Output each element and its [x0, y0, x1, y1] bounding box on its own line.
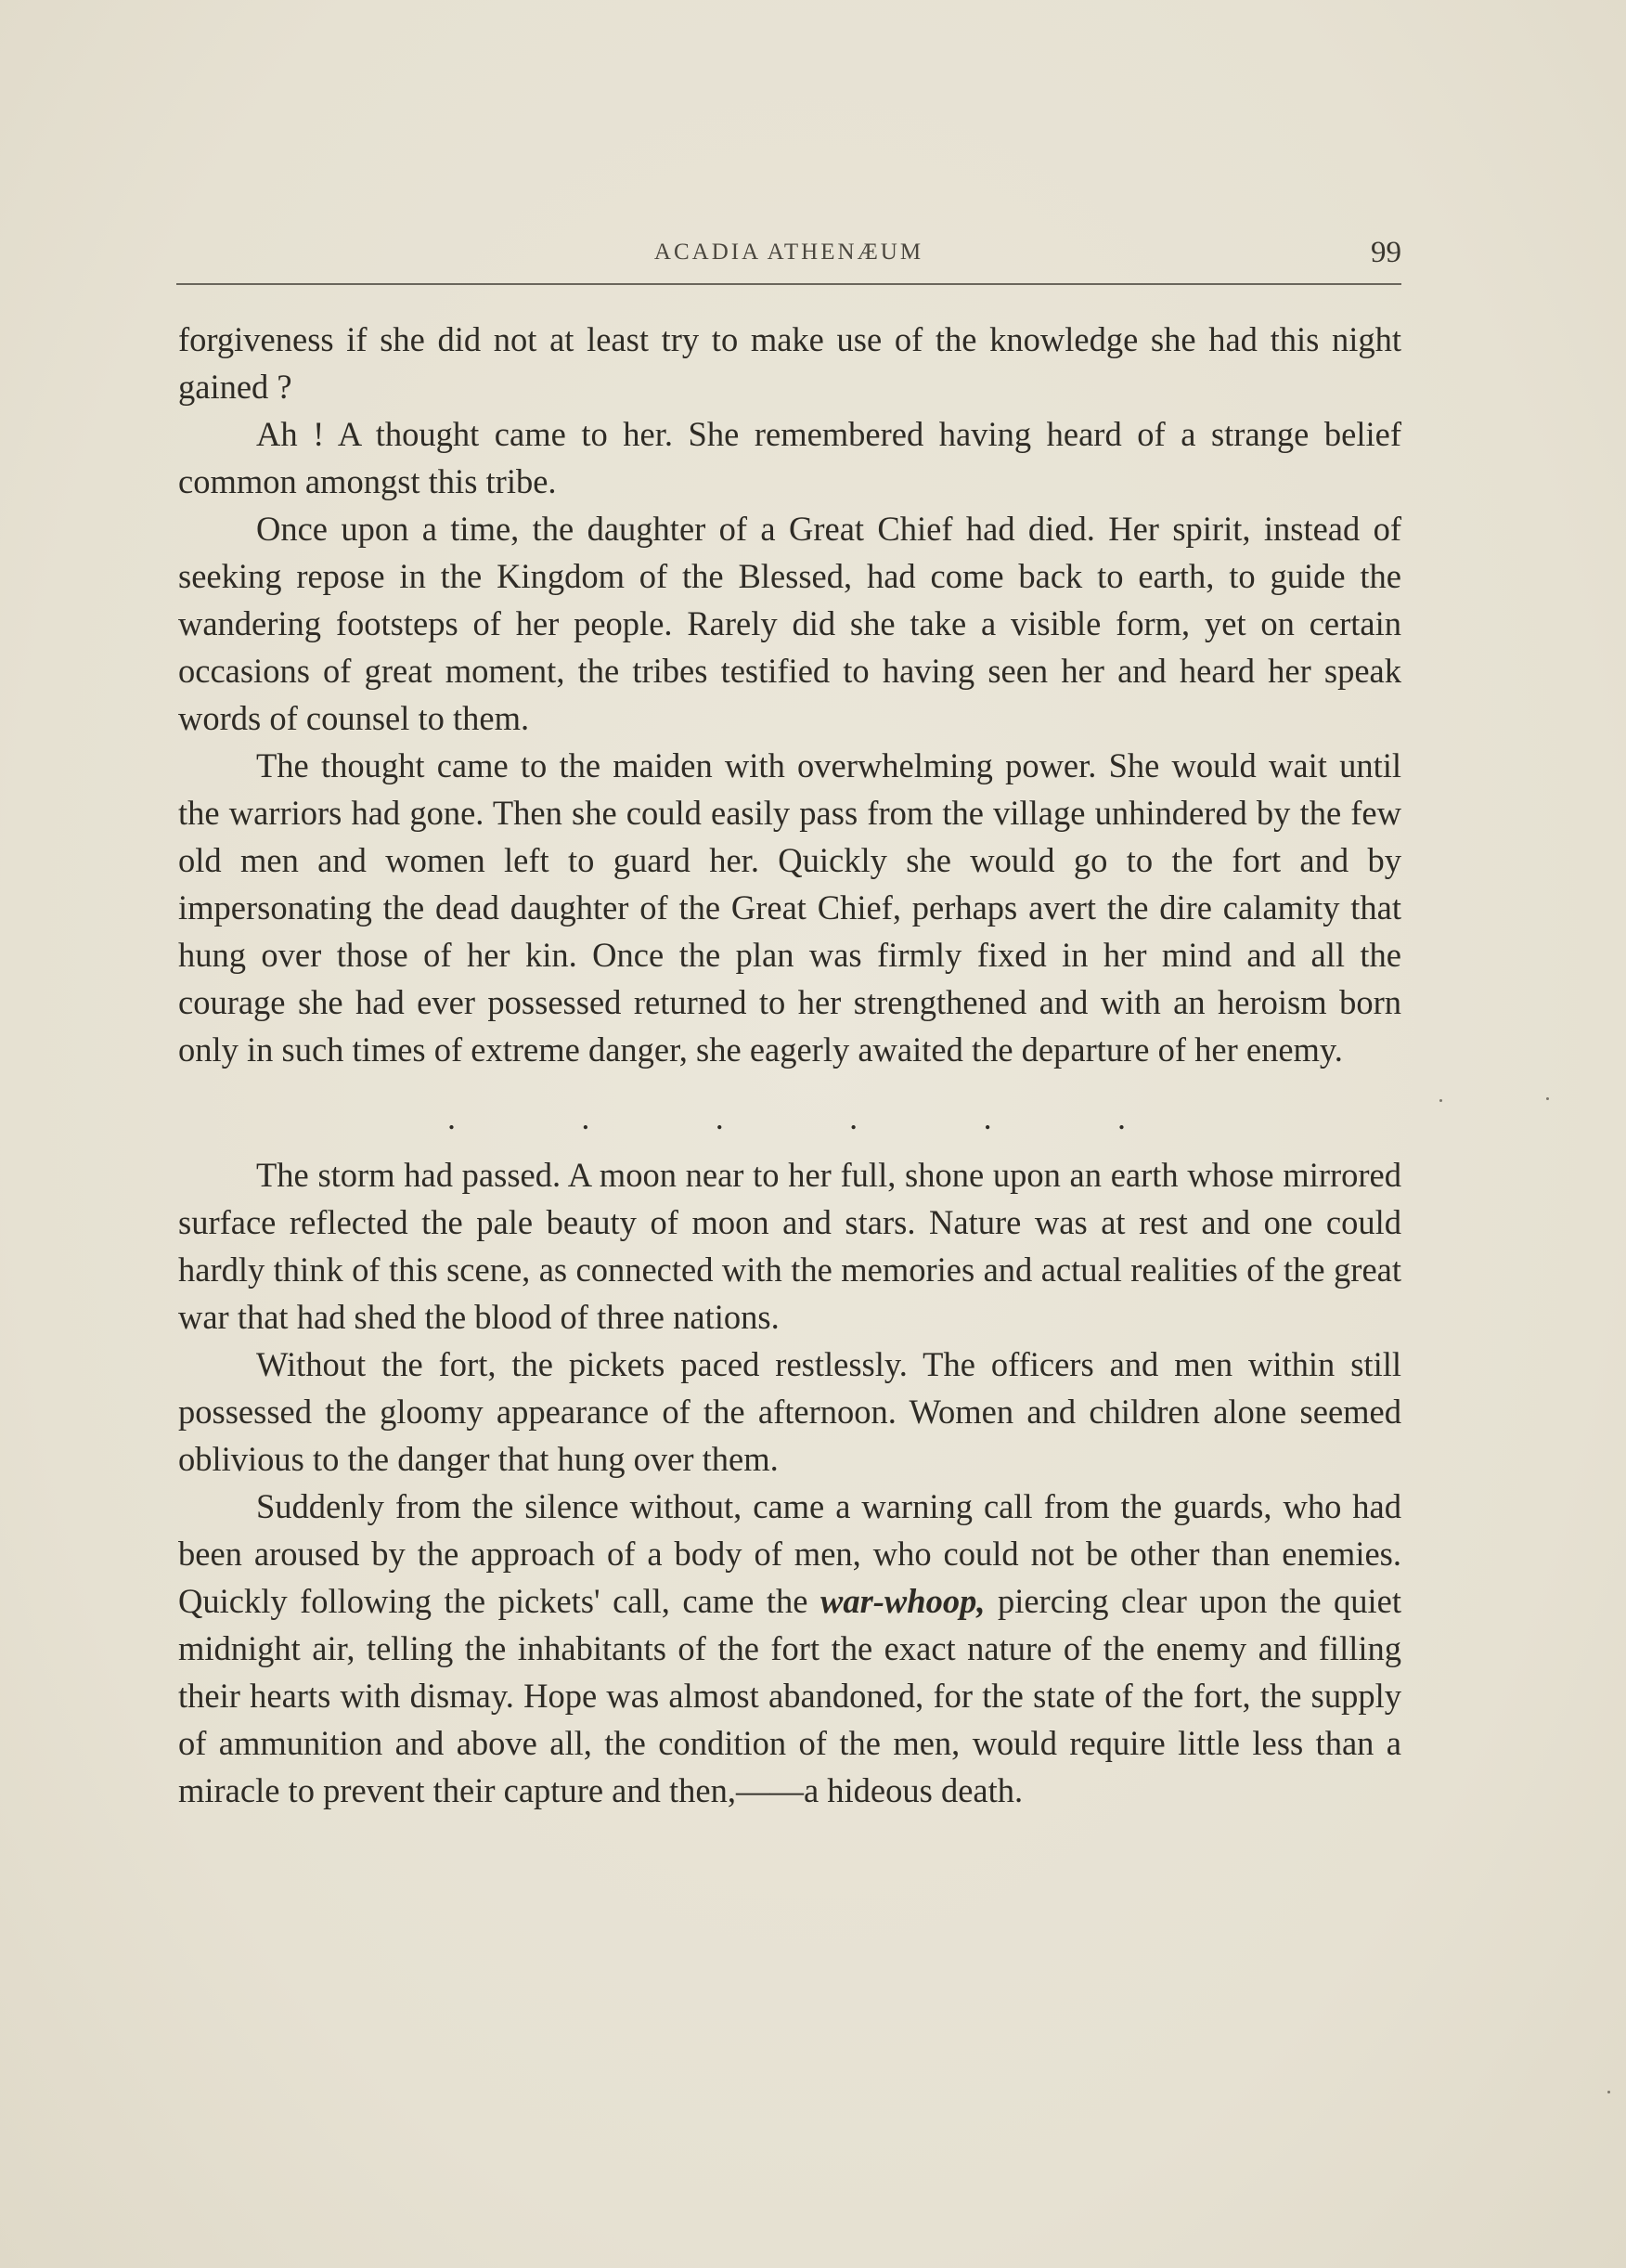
- emphasized-phrase: war-whoop,: [819, 1582, 986, 1620]
- paragraph-text-before: Suddenly from the silence without, came a warning call from the guards, who had been aroused by the approach of a body of men, who could not be other than enemies. Quickly following the pickets' call, came the: [178, 1487, 1401, 1620]
- paper-speck: [1607, 2091, 1610, 2093]
- section-break-dot: .: [581, 1099, 590, 1136]
- paragraph: forgiveness if she did not at least try to make use of the knowledge she had this night gained ?: [178, 320, 1401, 406]
- header-rule: [176, 283, 1401, 285]
- paragraph-text-after: piercing clear upon the quiet midnight air, telling the inhabitants of the fort the exact nature of the enemy and filling their hearts with dismay. Hope was almost abandoned, for the state of the fort, the supply of ammunition and above all, the condition of the men, would require little less than a miracle to prevent their capture and then,——a hideous death.: [178, 1582, 1401, 1809]
- section-break-dot: .: [849, 1099, 858, 1136]
- page-number: 99: [1371, 236, 1401, 269]
- paragraph: The storm had passed. A moon near to her full, shone upon an earth whose mirrored surface reflected the pale beauty of moon and stars. Nature was at rest and one could hardly think of this scene, as connected with the memories and actual realities of the great war that had shed the blood of three nations.: [178, 1156, 1401, 1336]
- paragraph: Without the fort, the pickets paced restlessly. The officers and men within still possessed the gloomy appearance of the afternoon. Women and children alone seemed oblivious to the danger that hung over them.: [178, 1345, 1401, 1478]
- paragraph: Ah ! A thought came to her. She remembered having heard of a strange belief common amongst this tribe.: [178, 415, 1401, 500]
- paragraph: The thought came to the maiden with overwhelming power. She would wait until the warriors had gone. Then she could easily pass from the village unhindered by the few old men and women left to guard her. Quickly she would go to the fort and by impersonating the dead daughter of the Great Chief, perhaps avert the dire calamity that hung over those of her kin. Once the plan was firmly fixed in her mind and all the courage she had ever possessed returned to her strengthened and with an heroism born only in such times of extreme danger, she eagerly awaited the departure of her enemy.: [178, 746, 1401, 1069]
- body-text: [178, 316, 1401, 1814]
- paper-speck: [1439, 1099, 1442, 1102]
- paper-speck: [1546, 1097, 1549, 1100]
- section-break-dot: .: [1116, 1099, 1126, 1136]
- paragraph: Once upon a time, the daughter of a Great Chief had died. Her spirit, instead of seeking repose in the Kingdom of the Blessed, had come back to earth, to guide the wandering footsteps of her people. Rarely did she take a visible form, yet on certain occasions of great moment, the tribes testified to having seen her and heard her speak words of counsel to them.: [178, 510, 1401, 737]
- section-break-dot: .: [715, 1099, 724, 1136]
- section-break-dot: .: [447, 1099, 456, 1136]
- running-head: ACADIA ATHENÆUM: [653, 240, 924, 265]
- paragraph-final: [178, 1483, 1401, 1814]
- section-break: [447, 1099, 1125, 1136]
- page-header: [176, 236, 1401, 277]
- section-break-dot: .: [983, 1099, 992, 1136]
